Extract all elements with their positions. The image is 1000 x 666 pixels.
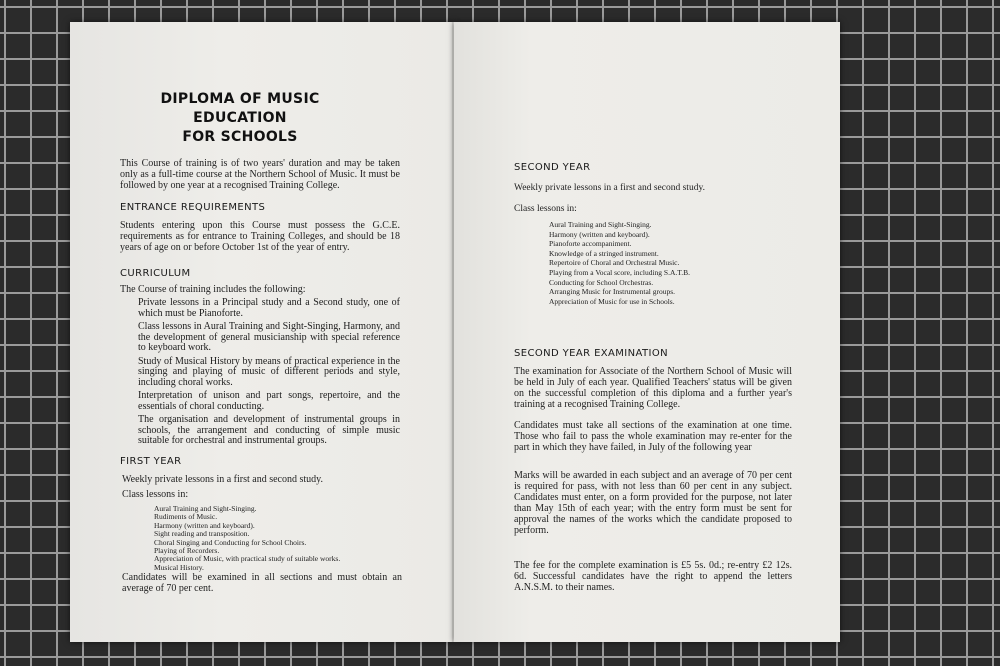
first-year-footer: Candidates will be examined in all sections and must obtain an average of 70 per cent. xyxy=(122,572,402,594)
list-item: Appreciation of Music for use in Schools. xyxy=(549,296,675,306)
entrance-heading: ENTRANCE REQUIREMENTS xyxy=(120,202,266,213)
title-line-1: DIPLOMA OF MUSIC EDUCATION xyxy=(160,91,320,126)
first-year-class-label: Class lessons in: xyxy=(122,489,189,500)
first-year-heading: FIRST YEAR xyxy=(120,456,182,467)
list-item: Playing of Recorders. xyxy=(154,546,220,556)
list-item: Pianoforte accompaniment. xyxy=(549,239,632,249)
curriculum-item: Private lessons in a Principal study and a Second study, one of which must be Pianoforte. xyxy=(138,297,400,319)
second-year-lessons xyxy=(549,220,690,306)
exam-heading: SECOND YEAR EXAMINATION xyxy=(514,348,669,359)
curriculum-list xyxy=(138,298,400,450)
first-year-text: Weekly private lessons in a first and second study. xyxy=(122,474,324,485)
exam-paragraph-4: The fee for the complete examination is £5 5s. 0d.; re-entry £2 12s. 6d. Successful candidates have the right to append the letters A.N.S.M. to their names. xyxy=(514,560,792,593)
list-item: Aural Training and Sight-Singing. xyxy=(154,504,257,513)
title-line-2: FOR SCHOOLS xyxy=(182,129,298,145)
exam-paragraph-1: The examination for Associate of the Northern School of Music will be held in July of each year. Qualified Teachers' status will be given on the successful completion of this diploma and a further year's training at a recognised Training College. xyxy=(514,366,792,410)
second-year-class-label: Class lessons in: xyxy=(514,204,577,214)
list-item: Knowledge of a stringed instrument. xyxy=(549,248,659,258)
list-item: Repertoire of Choral and Orchestral Music. xyxy=(549,258,680,268)
left-page xyxy=(70,22,454,642)
intro-paragraph: This Course of training is of two years' duration and may be taken only as a full-time course at the Northern School of Music. It must be followed by one year at a recognised Training College. xyxy=(120,158,400,191)
list-item: Aural Training and Sight-Singing. xyxy=(549,220,652,229)
list-item: Playing from a Vocal score, including S.A.T.B. xyxy=(549,267,691,277)
curriculum-item: Class lessons in Aural Training and Sight-Singing, Harmony, and the development of general musicianship with special reference to keyboard work. xyxy=(138,321,400,353)
curriculum-item: The organisation and development of instrumental groups in schools, the arrangement and conducting of simple music suitable for orchestral and instrumental groups. xyxy=(138,414,400,446)
list-item: Appreciation of Music, with practical study of suitable works. xyxy=(154,554,341,564)
list-item: Choral Singing and Conducting for School Choirs. xyxy=(154,537,307,547)
second-year-text: Weekly private lessons in a first and second study. xyxy=(514,183,705,193)
exam-paragraph-2: Candidates must take all sections of the examination at one time. Those who fail to pass the whole examination may re-enter for the part in which they have failed, in July of the following year xyxy=(514,420,792,453)
list-item: Harmony (written and keyboard). xyxy=(549,229,650,239)
second-year-heading: SECOND YEAR xyxy=(514,162,591,173)
first-year-lessons xyxy=(154,505,340,572)
list-item: Rudiments of Music. xyxy=(154,512,218,522)
exam-paragraph-3: Marks will be awarded in each subject and an average of 70 per cent is required for pass, with not less than 60 per cent in any subject. Candidates must enter, on a form provided for the purpose, not later than May 15th of each year; with the entry form must be sent for approval the names of the works which the candidate proposed to perform. xyxy=(514,470,792,536)
list-item: Sight reading and transposition. xyxy=(154,529,250,539)
curriculum-item: Interpretation of unison and part songs, repertoire, and the essentials of choral conducting. xyxy=(138,390,400,412)
list-item: Conducting for School Orchestras. xyxy=(549,277,654,287)
entrance-paragraph: Students entering upon this Course must possess the G.C.E. requirements as for entrance to Training Colleges, and should be 18 years of age on or before October 1st of the year of entry. xyxy=(120,220,400,253)
curriculum-intro: The Course of training includes the following: xyxy=(120,284,306,295)
curriculum-item: Study of Musical History by means of practical experience in the singing and playing of music of different periods and style, including choral works. xyxy=(138,355,400,388)
list-item: Musical History. xyxy=(154,562,204,572)
list-item: Harmony (written and keyboard). xyxy=(154,520,255,530)
page-title xyxy=(120,90,360,147)
list-item: Arranging Music for Instrumental groups. xyxy=(549,287,676,297)
right-page xyxy=(454,22,840,642)
curriculum-heading: CURRICULUM xyxy=(120,268,191,279)
